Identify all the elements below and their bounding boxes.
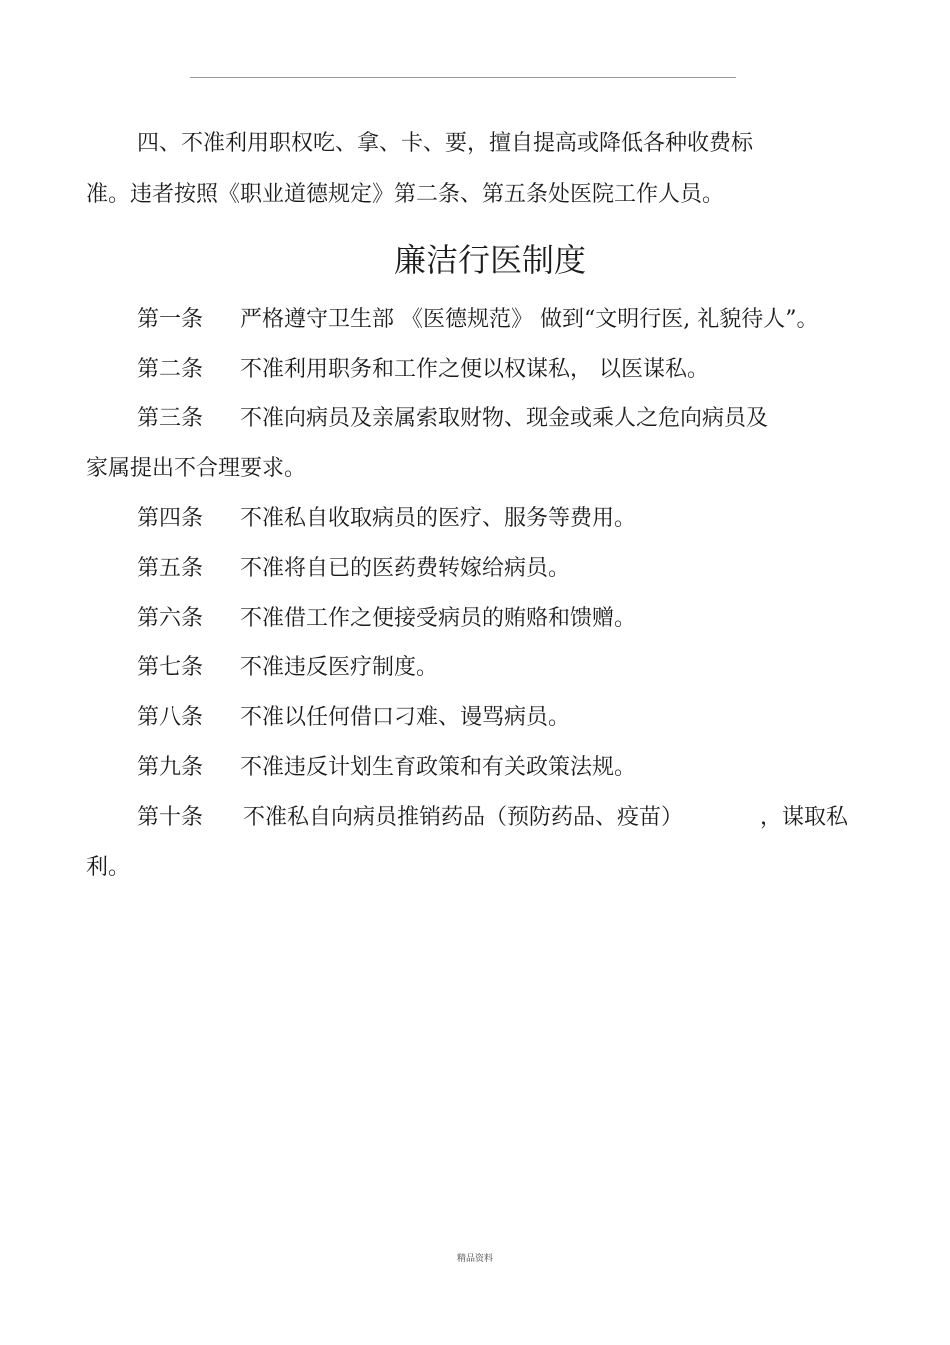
article-3-continuation: 家属提出不合理要求。 xyxy=(86,456,307,481)
intro-line-1: 四、不准利用职权吃、拿、卡、要，擅自提高或降低各种收费标 xyxy=(137,131,754,156)
article-7-text: 不准违反医疗制度。 xyxy=(240,655,439,680)
header-rule xyxy=(190,77,736,78)
article-3-label: 第三条 xyxy=(137,406,204,431)
article-2-label: 第二条 xyxy=(137,357,204,382)
article-4-label: 第四条 xyxy=(137,506,204,531)
article-1-text: 严格遵守卫生部 《医德规范》 做到“文明行医, 礼貌待人”。 xyxy=(240,307,819,332)
article-10-text-tail: ，谋取私 xyxy=(760,805,849,830)
article-5-label: 第五条 xyxy=(137,556,204,581)
article-8-label: 第八条 xyxy=(137,705,204,730)
article-6-text: 不准借工作之便接受病员的贿赂和馈赠。 xyxy=(240,606,637,631)
article-4-text: 不准私自收取病员的医疗、服务等费用。 xyxy=(240,506,637,531)
article-10-text: 不准私自向病员推销药品（预防药品、疫苗） xyxy=(243,805,684,830)
article-8-text: 不准以任何借口刁难、谩骂病员。 xyxy=(240,705,571,730)
footer-note: 精品资料 xyxy=(456,1254,493,1264)
article-5-text: 不准将自已的医药费转嫁给病员。 xyxy=(240,556,571,581)
article-6-label: 第六条 xyxy=(137,606,204,631)
intro-line-2: 准。违者按照《职业道德规定》第二条、第五条处医院工作人员。 xyxy=(86,182,725,207)
article-7-label: 第七条 xyxy=(137,655,204,680)
article-10-label: 第十条 xyxy=(137,805,204,830)
article-9-label: 第九条 xyxy=(137,755,204,780)
page-title: 廉洁行医制度 xyxy=(393,241,586,279)
article-3-text: 不准向病员及亲属索取财物、现金或乘人之危向病员及 xyxy=(240,406,769,431)
article-10-continuation: 利。 xyxy=(86,855,131,880)
article-2-text: 不准利用职务和工作之便以权谋私， 以医谋私。 xyxy=(240,357,709,382)
article-1-label: 第一条 xyxy=(137,307,204,332)
article-9-text: 不准违反计划生育政策和有关政策法规。 xyxy=(240,755,637,780)
